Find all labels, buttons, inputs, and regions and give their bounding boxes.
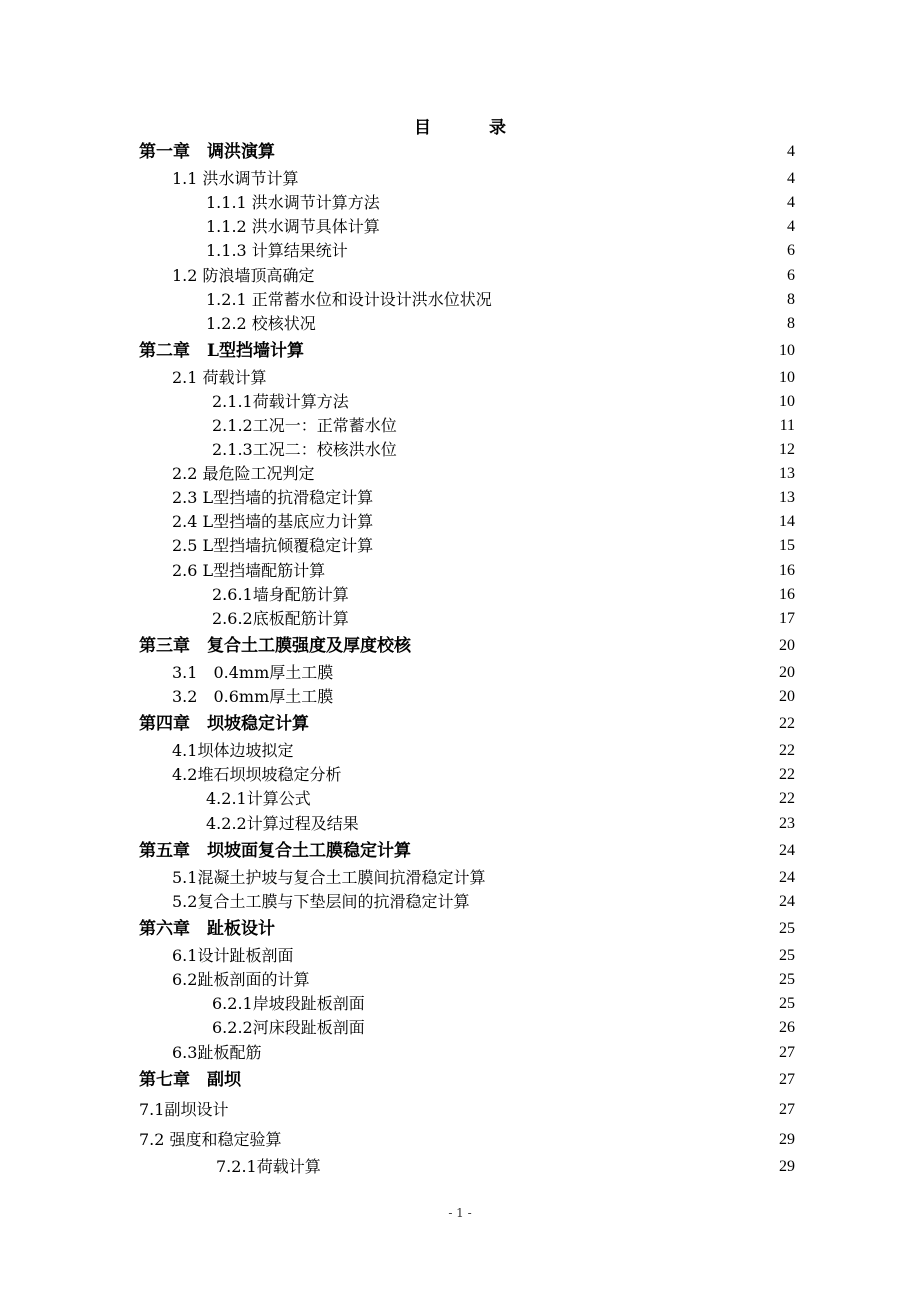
toc-entry-page-number: 8 [787, 291, 795, 308]
toc-entry-label: 2.1.2工况一：正常蓄水位 [212, 416, 397, 435]
toc-entry-page-number: 24 [779, 893, 795, 910]
toc-section-entry[interactable] [0, 1041, 920, 1065]
toc-entry-label: 第三章 复合土工膜强度及厚度校核 [139, 636, 411, 656]
toc-entry-label: 6.3趾板配筋 [172, 1043, 262, 1062]
toc-section-entry[interactable] [0, 414, 920, 438]
toc-chapter-entry[interactable] [0, 917, 920, 941]
toc-entry-label: 2.1.1荷载计算方法 [212, 392, 349, 411]
toc-section-entry[interactable] [0, 661, 920, 685]
toc-entry-label: 4.2.2计算过程及结果 [206, 814, 359, 833]
toc-chapter-entry[interactable] [0, 339, 920, 363]
toc-section-entry[interactable] [0, 239, 920, 263]
toc-entry-page-number: 4 [787, 170, 795, 187]
toc-entry-page-number: 13 [779, 489, 795, 506]
toc-entry-label: 5.1混凝土护坡与复合土工膜间抗滑稳定计算 [172, 868, 486, 887]
toc-title-char-2: 录 [489, 118, 506, 138]
toc-entry-page-number: 23 [779, 815, 795, 832]
toc-entry-page-number: 24 [779, 869, 795, 886]
toc-entry-label: 4.2.1计算公式 [206, 789, 311, 808]
toc-entry-page-number: 12 [779, 441, 795, 458]
toc-section-entry[interactable] [0, 1016, 920, 1040]
toc-entry-page-number: 14 [779, 513, 795, 530]
toc-entry-page-number: 27 [779, 1101, 795, 1118]
toc-entry-label: 2.6 L型挡墙配筋计算 [172, 561, 326, 580]
toc-entry-page-number: 20 [779, 637, 795, 654]
toc-entry-page-number: 22 [779, 715, 795, 732]
toc-entry-label: 1.1.3 计算结果统计 [206, 241, 348, 260]
toc-entry-page-number: 16 [779, 562, 795, 579]
toc-entry-label: 第七章 副坝 [139, 1070, 241, 1090]
toc-entry-page-number: 22 [779, 766, 795, 783]
toc-section-entry[interactable] [0, 944, 920, 968]
toc-section-entry[interactable] [0, 534, 920, 558]
toc-entry-page-number: 20 [779, 664, 795, 681]
toc-entry-label: 1.1.2 洪水调节具体计算 [206, 217, 380, 236]
toc-chapter-entry[interactable] [0, 839, 920, 863]
toc-section-entry[interactable] [0, 992, 920, 1016]
toc-section-entry[interactable] [0, 763, 920, 787]
toc-section-entry[interactable] [0, 462, 920, 486]
toc-entry-label: 1.1.1 洪水调节计算方法 [206, 193, 380, 212]
toc-section-entry[interactable] [0, 510, 920, 534]
toc-entry-label: 1.2.2 校核状况 [206, 314, 316, 333]
toc-entry-label: 第五章 坝坡面复合土工膜稳定计算 [139, 841, 411, 861]
toc-entry-label: 7.1副坝设计 [139, 1100, 229, 1119]
toc-entry-page-number: 25 [779, 995, 795, 1012]
toc-entry-page-number: 25 [779, 971, 795, 988]
toc-entry-page-number: 10 [779, 393, 795, 410]
toc-entry-label: 2.5 L型挡墙抗倾覆稳定计算 [172, 536, 374, 555]
toc-section-entry[interactable] [0, 215, 920, 239]
toc-entry-page-number: 15 [779, 537, 795, 554]
toc-entry-label: 第一章 调洪演算 [139, 142, 275, 162]
toc-section-entry[interactable] [0, 1155, 920, 1179]
toc-entry-page-number: 6 [787, 242, 795, 259]
toc-section-entry[interactable] [0, 191, 920, 215]
toc-section-entry[interactable] [0, 890, 920, 914]
toc-entry-page-number: 26 [779, 1019, 795, 1036]
toc-chapter-entry[interactable] [0, 712, 920, 736]
toc-section-entry[interactable] [0, 685, 920, 709]
toc-section-entry[interactable] [0, 787, 920, 811]
toc-entry-page-number: 24 [779, 842, 795, 859]
toc-entry-label: 2.6.1墙身配筋计算 [212, 585, 349, 604]
toc-chapter-entry[interactable] [0, 1068, 920, 1092]
toc-entry-label: 3.1 0.4mm厚土工膜 [172, 663, 334, 682]
toc-section-entry[interactable] [0, 264, 920, 288]
toc-entry-page-number: 4 [787, 194, 795, 211]
toc-section-entry[interactable] [0, 167, 920, 191]
toc-entry-page-number: 22 [779, 790, 795, 807]
toc-entry-label: 4.2堆石坝坝坡稳定分析 [172, 765, 342, 784]
toc-entry-label: 7.2 强度和稳定验算 [139, 1130, 282, 1149]
toc-section-entry[interactable] [0, 288, 920, 312]
toc-chapter-entry[interactable] [0, 634, 920, 658]
toc-entry-page-number: 27 [779, 1071, 795, 1088]
toc-entry-label: 第六章 趾板设计 [139, 919, 275, 939]
toc-section-entry[interactable] [0, 559, 920, 583]
toc-entry-label: 1.2 防浪墙顶高确定 [172, 266, 315, 285]
toc-section-entry[interactable] [0, 607, 920, 631]
toc-entry-label: 6.1设计趾板剖面 [172, 946, 294, 965]
toc-section-entry[interactable] [0, 866, 920, 890]
toc-section-entry[interactable] [0, 366, 920, 390]
toc-section-entry[interactable] [0, 1098, 920, 1122]
toc-entry-page-number: 29 [779, 1131, 795, 1148]
toc-entry-label: 7.2.1荷载计算 [216, 1157, 321, 1176]
toc-entry-page-number: 17 [779, 610, 795, 627]
toc-section-entry[interactable] [0, 1128, 920, 1152]
toc-entry-page-number: 4 [787, 143, 795, 160]
toc-entry-page-number: 10 [779, 342, 795, 359]
toc-entry-page-number: 22 [779, 742, 795, 759]
toc-entry-page-number: 16 [779, 586, 795, 603]
toc-entry-label: 5.2复合土工膜与下垫层间的抗滑稳定计算 [172, 892, 470, 911]
toc-chapter-entry[interactable] [0, 140, 920, 164]
toc-title-char-1: 目 [414, 118, 431, 138]
toc-section-entry[interactable] [0, 438, 920, 462]
toc-entry-label: 6.2趾板剖面的计算 [172, 970, 310, 989]
toc-section-entry[interactable] [0, 312, 920, 336]
toc-entry-page-number: 20 [779, 688, 795, 705]
toc-entry-label: 2.2 最危险工况判定 [172, 464, 315, 483]
toc-entry-page-number: 27 [779, 1044, 795, 1061]
toc-entry-label: 2.1.3工况二：校核洪水位 [212, 440, 397, 459]
toc-entry-page-number: 29 [779, 1158, 795, 1175]
toc-title [0, 113, 920, 138]
toc-section-entry[interactable] [0, 390, 920, 414]
toc-section-entry[interactable] [0, 812, 920, 836]
toc-section-entry[interactable] [0, 583, 920, 607]
toc-section-entry[interactable] [0, 486, 920, 510]
toc-entry-page-number: 8 [787, 315, 795, 332]
toc-entry-label: 1.1 洪水调节计算 [172, 169, 299, 188]
toc-entry-label: 2.3 L型挡墙的抗滑稳定计算 [172, 488, 374, 507]
toc-entry-label: 第四章 坝坡稳定计算 [139, 714, 309, 734]
toc-entry-label: 3.2 0.6mm厚土工膜 [172, 687, 334, 706]
toc-entry-page-number: 25 [779, 920, 795, 937]
toc-entry-page-number: 13 [779, 465, 795, 482]
toc-entry-page-number: 11 [779, 417, 795, 434]
toc-entry-label: 1.2.1 正常蓄水位和设计设计洪水位状况 [206, 290, 492, 309]
toc-entry-label: 4.1坝体边坡拟定 [172, 741, 294, 760]
toc-entry-page-number: 25 [779, 947, 795, 964]
toc-entry-label: 第二章 L型挡墙计算 [139, 341, 304, 361]
toc-entry-label: 6.2.1岸坡段趾板剖面 [212, 994, 365, 1013]
toc-entry-page-number: 6 [787, 267, 795, 284]
toc-entry-page-number: 4 [787, 218, 795, 235]
page-number-footer: - 1 - [448, 1206, 472, 1220]
toc-entry-page-number: 10 [779, 369, 795, 386]
toc-entry-label: 6.2.2河床段趾板剖面 [212, 1018, 365, 1037]
toc-section-entry[interactable] [0, 968, 920, 992]
toc-entry-label: 2.6.2底板配筋计算 [212, 609, 349, 628]
toc-section-entry[interactable] [0, 739, 920, 763]
toc-entry-label: 2.1 荷载计算 [172, 368, 267, 387]
toc-entry-label: 2.4 L型挡墙的基底应力计算 [172, 512, 374, 531]
